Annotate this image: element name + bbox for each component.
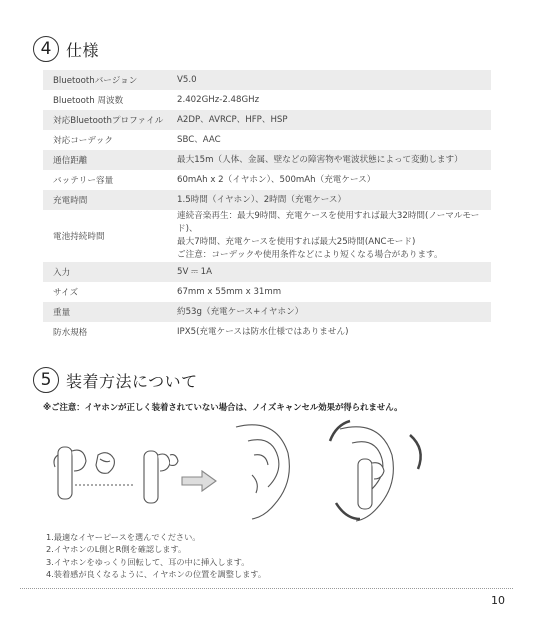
spec-value: 5V ⎓ 1A (177, 262, 491, 282)
spec-value: 67mm x 55mm x 31mm (177, 286, 282, 297)
section-number-badge: 4 (33, 36, 59, 62)
spec-value: 2.402GHz-2.48GHz (177, 94, 260, 105)
spec-label: 重量 (43, 302, 177, 322)
spec-value: SBC、AAC (177, 134, 221, 145)
arrow-right-icon (182, 471, 216, 491)
spec-value: 最大15m（人体、金属、壁などの障害物や電波状態によって変動します） (177, 150, 491, 170)
spec-value: 1.5時間（イヤホン）、2時間（充電ケース） (177, 190, 491, 210)
spec-row (43, 110, 491, 130)
list-item: 2.イヤホンのL側とR側を確認します。 (46, 544, 187, 555)
steps-list (46, 531, 266, 580)
spec-row (43, 210, 491, 262)
section-4-heading (33, 36, 99, 62)
section-title: 仕様 (66, 40, 100, 60)
spec-value: V5.0 (177, 70, 491, 90)
list-item: 4.装着感が良くなるように、イヤホンの位置を調整します。 (46, 568, 267, 579)
section-title: 装着方法について (66, 371, 198, 391)
spec-value: 連続音楽再生：最大9時間、充電ケースを使用すれば最大32時間(ノーマルモード)、 最大7時間、充電ケースを使用すれば最大25時間(ANCモード) ご注意：コーデックや使用条件などにより短くなる場合があります。 (177, 211, 480, 260)
list-item: 1.最適なイヤーピースを選んでください。 (46, 532, 201, 542)
spec-label: 対応Bluetoothプロファイル (43, 110, 177, 130)
ear-tip-icon (96, 453, 114, 474)
spec-label: Bluetooth 周波数 (53, 96, 124, 106)
spec-row (43, 262, 491, 282)
page-number: 10 (491, 594, 505, 607)
earbud-icon (54, 447, 86, 499)
list-item: 3.イヤホンをゆっくり回転して、耳の中に挿入します。 (46, 556, 250, 567)
footer-divider (20, 588, 513, 589)
spec-value: IPX5(充電ケースは防水仕様ではありません) (177, 326, 349, 337)
spec-value: 60mAh x 2（イヤホン）、500mAh（充電ケース） (177, 174, 376, 185)
rotate-arrow-icon (336, 503, 360, 519)
ear-icon (340, 427, 393, 521)
spec-value: A2DP、AVRCP、HFP、HSP (177, 110, 491, 130)
earbud-icon (144, 451, 178, 503)
section-5-heading (33, 367, 198, 393)
ear-icon (236, 425, 289, 519)
rotate-arrow-icon (330, 421, 350, 441)
notice-text: ※ご注意：イヤホンが正しく装着されていない場合は、ノイズキャンセル効果が得られません。 (43, 402, 403, 412)
spec-label: バッテリー容量 (53, 176, 114, 186)
spec-label: 電池持続時間 (53, 232, 105, 242)
section-number-badge: 5 (33, 367, 59, 393)
spec-row (43, 70, 491, 90)
spec-row (43, 130, 491, 150)
spec-label: 入力 (43, 262, 177, 282)
rotate-arrow-icon (410, 435, 421, 469)
spec-value: 約53g（充電ケース+イヤホン） (177, 302, 491, 322)
spec-row (43, 170, 491, 190)
wearing-illustration (40, 415, 440, 527)
spec-label: 通信距離 (43, 150, 177, 170)
spec-label: 防水規格 (53, 328, 88, 338)
spec-label: サイズ (53, 288, 79, 298)
spec-row (43, 90, 491, 110)
spec-label: 対応コーデック (53, 136, 113, 146)
spec-row (43, 190, 491, 210)
spec-row (43, 282, 491, 302)
spec-row (43, 322, 491, 342)
spec-row (43, 150, 491, 170)
spec-label: Bluetoothバージョン (43, 70, 177, 90)
spec-label: 充電時間 (43, 190, 177, 210)
spec-table (43, 70, 491, 342)
spec-row (43, 302, 491, 322)
